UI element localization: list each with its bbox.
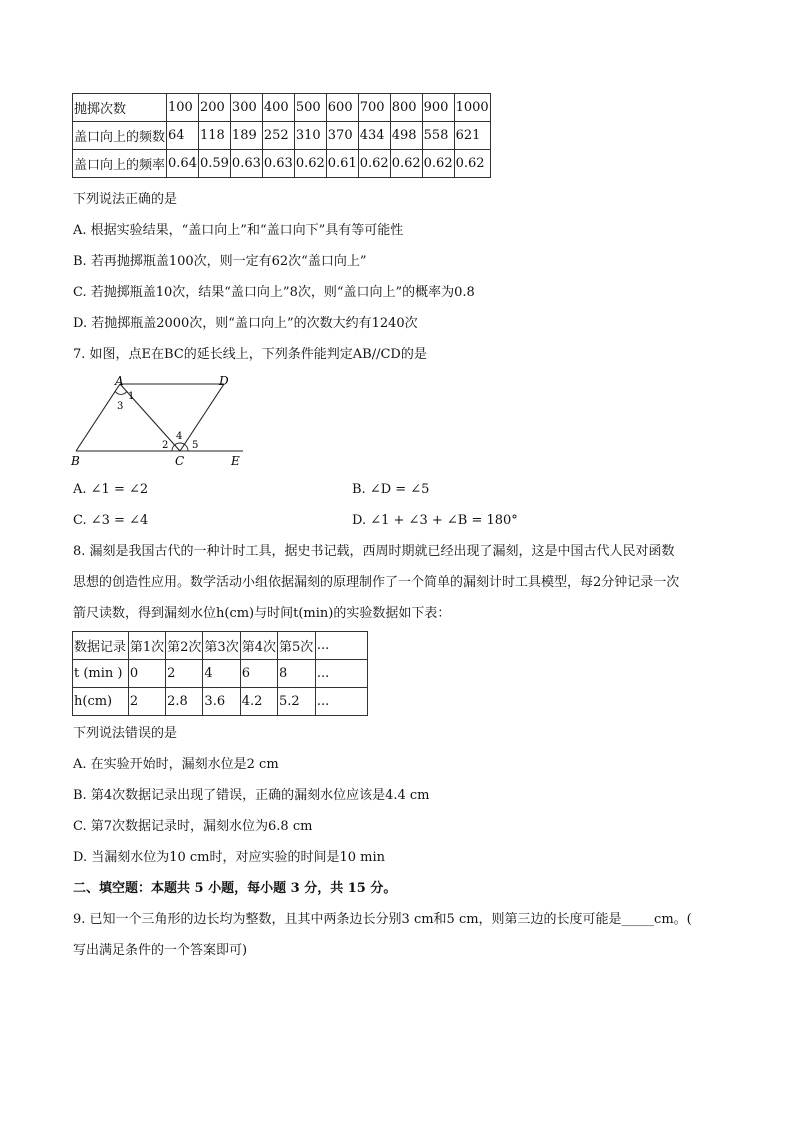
table-cell: 100 <box>167 94 199 122</box>
table-cell: 数据记录 <box>73 632 129 660</box>
table-cell: 434 <box>358 122 390 150</box>
table-cell: 0 <box>128 660 165 688</box>
q6-option-d: D. 若抛掷瓶盖2000次，则“盖口向上”的次数大约有1240次 <box>73 316 418 331</box>
table-cell: 3.6 <box>203 688 240 716</box>
table-cell: 0.62 <box>390 150 422 178</box>
table-cell: 0.62 <box>358 150 390 178</box>
table-cell: 8 <box>277 660 315 688</box>
angle-2-label: 2 <box>162 440 169 451</box>
table-cell: 498 <box>390 122 422 150</box>
table-cell: 抛掷次数 <box>73 94 167 122</box>
table-cell: 4 <box>203 660 240 688</box>
table-cell: 盖口向上的频率 <box>73 150 167 178</box>
label-b: B <box>71 454 80 468</box>
angle-1-label: 1 <box>128 391 135 402</box>
table-cell: 4.2 <box>240 688 277 716</box>
table-cell: 700 <box>358 94 390 122</box>
q8-stem-line1: 8. 漏刻是我国古代的一种计时工具，据史书记载，西周时期就已经出现了漏刻，这是中国古代人民对函数 <box>73 544 675 559</box>
table-cell: 252 <box>262 122 294 150</box>
table-cell: 第3次 <box>203 632 240 660</box>
table-cell: 370 <box>326 122 358 150</box>
table-cell: 第2次 <box>166 632 203 660</box>
angle-4-label: 4 <box>176 431 183 442</box>
table-cell: 621 <box>454 122 490 150</box>
q8-option-a: A. 在实验开始时，漏刻水位是2 cm <box>73 757 279 772</box>
q8-prompt: 下列说法错误的是 <box>73 726 178 741</box>
q8-option-c: C. 第7次数据记录时，漏刻水位为6.8 cm <box>73 819 313 834</box>
table-cell: 5.2 <box>277 688 315 716</box>
q9-line2: 写出满足条件的一个答案即可) <box>73 943 248 958</box>
table-cell: 800 <box>390 94 422 122</box>
table-row <box>73 632 368 660</box>
q8-option-b: B. 第4次数据记录出现了错误，正确的漏刻水位应该是4.4 cm <box>73 788 430 803</box>
table-row <box>73 94 491 122</box>
table-cell: 0.62 <box>422 150 454 178</box>
section-heading: 二、填空题：本题共 5 小题，每小题 3 分，共 15 分。 <box>73 881 397 896</box>
table-cell: 118 <box>198 122 230 150</box>
table-cell: 558 <box>422 122 454 150</box>
table-row <box>73 660 368 688</box>
table-cell: 64 <box>167 122 199 150</box>
label-e: E <box>231 454 240 468</box>
q8-stem-line2: 思想的创造性应用。数学活动小组依据漏刻的原理制作了一个简单的漏刻计时工具模型，每2分钟记录一次 <box>73 575 680 590</box>
table-row <box>73 122 491 150</box>
table-row <box>73 150 491 178</box>
frequency-table <box>72 93 491 178</box>
table-cell: t (min ) <box>73 660 129 688</box>
q6-option-a: A. 根据实验结果，“盖口向上”和“盖口向下”具有等可能性 <box>73 223 404 238</box>
q7-option-b: B. ∠D = ∠5 <box>352 482 430 497</box>
table-row <box>73 688 368 716</box>
q7-option-d: D. ∠1 + ∠3 + ∠B = 180° <box>352 513 518 528</box>
table-cell: 0.63 <box>230 150 262 178</box>
table-cell: 6 <box>240 660 277 688</box>
table-cell: 600 <box>326 94 358 122</box>
table-cell: h(cm) <box>73 688 129 716</box>
table-cell: 0.63 <box>262 150 294 178</box>
q7-option-a: A. ∠1 = ∠2 <box>73 482 149 497</box>
table-cell: 900 <box>422 94 454 122</box>
label-a: A <box>115 374 124 388</box>
table-cell: 0.62 <box>454 150 490 178</box>
table-cell: 400 <box>262 94 294 122</box>
q9-line1: 9. 已知一个三角形的边长均为整数，且其中两条边长分别3 cm和5 cm，则第三边的长度可能是_____cm。( <box>73 912 692 927</box>
table-cell: 第1次 <box>128 632 165 660</box>
q7-option-c: C. ∠3 = ∠4 <box>73 513 149 528</box>
parallelogram-figure <box>68 373 248 469</box>
table-cell: 2 <box>166 660 203 688</box>
table-cell: 300 <box>230 94 262 122</box>
q6-option-b: B. 若再抛掷瓶盖100次，则一定有62次“盖口向上” <box>73 254 367 269</box>
table-cell: ... <box>315 660 367 688</box>
table-cell: 1000 <box>454 94 490 122</box>
table-cell: 2 <box>128 688 165 716</box>
table-cell: 500 <box>294 94 326 122</box>
q7-stem: 7. 如图，点E在BC的延长线上，下列条件能判定AB//CD的是 <box>73 347 427 362</box>
table-cell: 0.59 <box>198 150 230 178</box>
angle-3-label: 3 <box>117 401 124 412</box>
table-cell: 第4次 <box>240 632 277 660</box>
table-cell: 0.64 <box>167 150 199 178</box>
table-cell: 0.61 <box>326 150 358 178</box>
table-cell: 200 <box>198 94 230 122</box>
label-d: D <box>219 374 229 388</box>
water-clock-table <box>72 631 368 716</box>
table-cell: 189 <box>230 122 262 150</box>
table-cell: 310 <box>294 122 326 150</box>
table-cell: 盖口向上的频数 <box>73 122 167 150</box>
q8-option-d: D. 当漏刻水位为10 cm时，对应实验的时间是10 min <box>73 850 386 865</box>
q6-option-c: C. 若抛掷瓶盖10次，结果“盖口向上”8次，则“盖口向上”的概率为0.8 <box>73 285 475 300</box>
table-cell: 2.8 <box>166 688 203 716</box>
q6-prompt: 下列说法正确的是 <box>73 192 178 207</box>
table-cell: 0.62 <box>294 150 326 178</box>
table-cell: 第5次 <box>277 632 315 660</box>
q8-stem-line3: 箭尺读数，得到漏刻水位h(cm)与时间t(min)的实验数据如下表： <box>73 606 451 621</box>
table-cell: ... <box>315 688 367 716</box>
table-cell: ... <box>315 632 367 660</box>
label-c: C <box>175 454 185 468</box>
angle-5-label: 5 <box>192 440 199 451</box>
